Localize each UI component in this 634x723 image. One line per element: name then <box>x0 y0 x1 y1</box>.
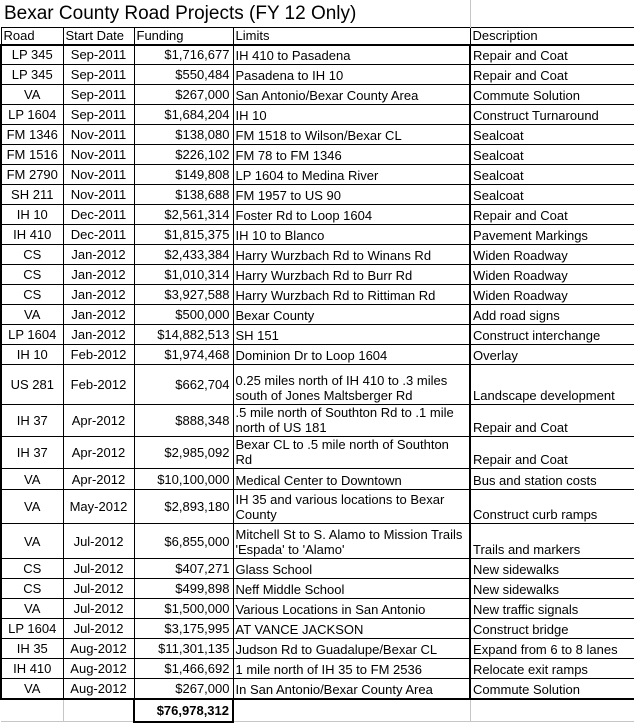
cell-description[interactable]: Repair and Coat <box>470 205 634 225</box>
cell-funding[interactable]: $1,716,677 <box>134 45 233 65</box>
cell-limits[interactable]: FM 78 to FM 1346 <box>233 145 470 165</box>
cell-funding[interactable]: $6,855,000 <box>134 524 233 559</box>
cell-date[interactable]: Aug-2012 <box>63 679 134 699</box>
table-row <box>1 305 634 325</box>
cell-road[interactable]: SH 211 <box>1 185 63 205</box>
cell-funding[interactable]: $2,561,314 <box>134 205 233 225</box>
cell-description[interactable]: Sealcoat <box>470 185 634 205</box>
table-row <box>1 490 634 524</box>
cell-limits[interactable]: Judson Rd to Guadalupe/Bexar CL <box>233 639 470 659</box>
table-row <box>1 45 634 65</box>
cell-date[interactable]: Feb-2012 <box>63 365 134 405</box>
cell-description[interactable]: Repair and Coat <box>470 405 634 437</box>
cell-date[interactable]: Sep-2011 <box>63 65 134 85</box>
title-section <box>1 0 634 45</box>
cell-date[interactable]: Jul-2012 <box>63 619 134 639</box>
cell-limits[interactable]: Medical Center to Downtown <box>233 469 470 490</box>
cell-funding[interactable]: $2,893,180 <box>134 490 233 524</box>
cell-funding[interactable]: $3,927,588 <box>134 285 233 305</box>
cell-description[interactable]: Construct curb ramps <box>470 490 634 524</box>
cell-limits[interactable]: IH 10 <box>233 105 470 125</box>
cell-description[interactable]: Landscape development <box>470 365 634 405</box>
cell-road[interactable]: IH 10 <box>1 345 63 365</box>
cell-description[interactable]: Repair and Coat <box>470 437 634 469</box>
cell-funding[interactable]: $1,466,692 <box>134 659 233 679</box>
table-row <box>1 659 634 679</box>
column-header-road[interactable]: Road <box>1 27 63 45</box>
table-row <box>1 599 634 619</box>
cell-limits[interactable]: FM 1957 to US 90 <box>233 185 470 205</box>
cell-date[interactable]: Nov-2011 <box>63 185 134 205</box>
cell-limits[interactable]: 0.25 miles north of IH 410 to .3 miles south of Jones Maltsberger Rd <box>233 365 470 405</box>
table-row <box>1 165 634 185</box>
cell-funding[interactable]: $1,684,204 <box>134 105 233 125</box>
cell-funding[interactable]: $1,974,468 <box>134 345 233 365</box>
table-row <box>1 579 634 599</box>
cell-date[interactable]: Aug-2012 <box>63 659 134 679</box>
cell-funding[interactable]: $3,175,995 <box>134 619 233 639</box>
cell-date[interactable]: Dec-2011 <box>63 205 134 225</box>
cell-limits[interactable]: LP 1604 to Medina River <box>233 165 470 185</box>
cell-limits[interactable]: Harry Wurzbach Rd to Rittiman Rd <box>233 285 470 305</box>
cell-funding[interactable]: $138,080 <box>134 125 233 145</box>
table-row <box>1 325 634 345</box>
table-row <box>1 65 634 85</box>
cell-description[interactable]: Relocate exit ramps <box>470 659 634 679</box>
cell-road[interactable]: IH 10 <box>1 205 63 225</box>
table-row <box>1 145 634 165</box>
column-header-description[interactable]: Description <box>470 27 634 45</box>
cell-funding[interactable]: $2,985,092 <box>134 437 233 469</box>
cell-date[interactable]: Jan-2012 <box>63 285 134 305</box>
cell-funding[interactable]: $226,102 <box>134 145 233 165</box>
page-title[interactable]: Bexar County Road Projects (FY 12 Only) <box>1 0 470 27</box>
cell-funding[interactable]: $2,433,384 <box>134 245 233 265</box>
table-row <box>1 245 634 265</box>
cell-road[interactable]: FM 2790 <box>1 165 63 185</box>
total-funding-cell[interactable]: $76,978,312 <box>134 699 233 722</box>
cell-limits[interactable]: Pasadena to IH 10 <box>233 65 470 85</box>
cell-date[interactable]: Sep-2011 <box>63 105 134 125</box>
cell-description[interactable]: Commute Solution <box>470 679 634 699</box>
cell-date[interactable]: Nov-2011 <box>63 145 134 165</box>
cell-date[interactable]: Aug-2012 <box>63 639 134 659</box>
table-row <box>1 469 634 490</box>
cell-description[interactable]: Commute Solution <box>470 85 634 105</box>
cell-road[interactable]: LP 1604 <box>1 105 63 125</box>
cell-funding[interactable]: $149,808 <box>134 165 233 185</box>
cell-road[interactable]: CS <box>1 245 63 265</box>
cell-funding[interactable]: $267,000 <box>134 85 233 105</box>
cell-date[interactable]: Jan-2012 <box>63 265 134 285</box>
cell-date[interactable]: Dec-2011 <box>63 225 134 245</box>
empty-cell[interactable] <box>63 699 134 722</box>
title-row <box>1 0 634 27</box>
cell-date[interactable]: Apr-2012 <box>63 437 134 469</box>
cell-road[interactable]: VA <box>1 85 63 105</box>
cell-road[interactable]: CS <box>1 559 63 579</box>
cell-road[interactable]: VA <box>1 490 63 524</box>
cell-description[interactable]: New traffic signals <box>470 599 634 619</box>
cell-limits[interactable]: Mitchell St to S. Alamo to Mission Trails 'Espada' to 'Alamo' <box>233 524 470 559</box>
cell-funding[interactable]: $10,100,000 <box>134 469 233 490</box>
cell-description[interactable]: Trails and markers <box>470 524 634 559</box>
cell-funding[interactable]: $1,010,314 <box>134 265 233 285</box>
cell-description[interactable]: Sealcoat <box>470 165 634 185</box>
column-header-funding[interactable]: Funding <box>134 27 233 45</box>
table-row <box>1 437 634 469</box>
cell-road[interactable]: IH 410 <box>1 659 63 679</box>
cell-date[interactable]: Sep-2011 <box>63 45 134 65</box>
cell-road[interactable]: IH 410 <box>1 225 63 245</box>
column-header-row <box>1 27 634 45</box>
cell-road[interactable]: US 281 <box>1 365 63 405</box>
table-row <box>1 265 634 285</box>
cell-description[interactable]: Repair and Coat <box>470 45 634 65</box>
table-row <box>1 125 634 145</box>
total-section <box>1 699 634 722</box>
cell-road[interactable]: FM 1516 <box>1 145 63 165</box>
column-header-date[interactable]: Start Date <box>63 27 134 45</box>
cell-road[interactable]: VA <box>1 305 63 325</box>
table-row <box>1 345 634 365</box>
cell-road[interactable]: IH 35 <box>1 639 63 659</box>
cell-description[interactable]: Widen Roadway <box>470 285 634 305</box>
table-row <box>1 285 634 305</box>
cell-date[interactable]: Nov-2011 <box>63 125 134 145</box>
cell-date[interactable]: Jan-2012 <box>63 245 134 265</box>
cell-road[interactable]: CS <box>1 265 63 285</box>
cell-road[interactable]: VA <box>1 469 63 490</box>
cell-limits[interactable]: Neff Middle School <box>233 579 470 599</box>
table-row <box>1 524 634 559</box>
cell-limits[interactable]: Bexar County <box>233 305 470 325</box>
cell-description[interactable]: Construct interchange <box>470 325 634 345</box>
cell-date[interactable]: Jan-2012 <box>63 325 134 345</box>
cell-funding[interactable]: $138,688 <box>134 185 233 205</box>
cell-road[interactable]: LP 1604 <box>1 619 63 639</box>
table-row <box>1 205 634 225</box>
cell-date[interactable]: Jul-2012 <box>63 599 134 619</box>
cell-funding[interactable]: $888,348 <box>134 405 233 437</box>
cell-limits[interactable]: SH 151 <box>233 325 470 345</box>
table-row <box>1 639 634 659</box>
cell-description[interactable]: Widen Roadway <box>470 245 634 265</box>
cell-limits[interactable]: IH 35 and various locations to Bexar County <box>233 490 470 524</box>
cell-road[interactable]: FM 1346 <box>1 125 63 145</box>
cell-funding[interactable]: $14,882,513 <box>134 325 233 345</box>
table-row <box>1 105 634 125</box>
cell-description[interactable]: Widen Roadway <box>470 265 634 285</box>
cell-date[interactable]: Apr-2012 <box>63 405 134 437</box>
cell-limits[interactable]: Foster Rd to Loop 1604 <box>233 205 470 225</box>
cell-date[interactable]: Jul-2012 <box>63 579 134 599</box>
cell-funding[interactable]: $407,271 <box>134 559 233 579</box>
cell-funding[interactable]: $1,500,000 <box>134 599 233 619</box>
cell-funding[interactable]: $500,000 <box>134 305 233 325</box>
table-row <box>1 405 634 437</box>
cell-description[interactable]: Repair and Coat <box>470 65 634 85</box>
cell-description[interactable]: Bus and station costs <box>470 469 634 490</box>
cell-road[interactable]: CS <box>1 579 63 599</box>
table-row <box>1 185 634 205</box>
column-header-limits[interactable]: Limits <box>233 27 470 45</box>
cell-road[interactable]: IH 37 <box>1 437 63 469</box>
empty-cell[interactable] <box>1 699 63 722</box>
cell-limits[interactable]: Harry Wurzbach Rd to Burr Rd <box>233 265 470 285</box>
cell-limits[interactable]: AT VANCE JACKSON <box>233 619 470 639</box>
cell-limits[interactable]: IH 410 to Pasadena <box>233 45 470 65</box>
table-body <box>1 45 634 699</box>
cell-funding[interactable]: $11,301,135 <box>134 639 233 659</box>
cell-limits[interactable]: .5 mile north of Southton Rd to .1 mile north of US 181 <box>233 405 470 437</box>
cell-description[interactable]: Overlay <box>470 345 634 365</box>
cell-limits[interactable]: Bexar CL to .5 mile north of Southton Rd <box>233 437 470 469</box>
cell-limits[interactable]: Glass School <box>233 559 470 579</box>
cell-road[interactable]: LP 345 <box>1 65 63 85</box>
table-row <box>1 225 634 245</box>
table-row <box>1 85 634 105</box>
cell-road[interactable]: LP 1604 <box>1 325 63 345</box>
cell-description[interactable]: New sidewalks <box>470 559 634 579</box>
table-row <box>1 365 634 405</box>
table-row <box>1 619 634 639</box>
cell-limits[interactable]: Various Locations in San Antonio <box>233 599 470 619</box>
cell-road[interactable]: VA <box>1 524 63 559</box>
cell-road[interactable]: VA <box>1 679 63 699</box>
cell-date[interactable]: Jul-2012 <box>63 559 134 579</box>
cell-limits[interactable]: Dominion Dr to Loop 1604 <box>233 345 470 365</box>
cell-date[interactable]: Jul-2012 <box>63 524 134 559</box>
cell-description[interactable]: Sealcoat <box>470 125 634 145</box>
table-row <box>1 559 634 579</box>
empty-cell[interactable] <box>470 699 634 722</box>
cell-road[interactable]: LP 345 <box>1 45 63 65</box>
cell-date[interactable]: Nov-2011 <box>63 165 134 185</box>
cell-date[interactable]: Apr-2012 <box>63 469 134 490</box>
cell-description[interactable]: Sealcoat <box>470 145 634 165</box>
cell-funding[interactable]: $499,898 <box>134 579 233 599</box>
cell-date[interactable]: Sep-2011 <box>63 85 134 105</box>
cell-funding[interactable]: $267,000 <box>134 679 233 699</box>
cell-limits[interactable]: Harry Wurzbach Rd to Winans Rd <box>233 245 470 265</box>
cell-limits[interactable]: In San Antonio/Bexar County Area <box>233 679 470 699</box>
empty-cell[interactable] <box>470 0 634 27</box>
cell-description[interactable]: Construct bridge <box>470 619 634 639</box>
cell-description[interactable]: Construct Turnaround <box>470 105 634 125</box>
cell-description[interactable]: Pavement Markings <box>470 225 634 245</box>
cell-date[interactable]: Feb-2012 <box>63 345 134 365</box>
cell-description[interactable]: New sidewalks <box>470 579 634 599</box>
cell-limits[interactable]: San Antonio/Bexar County Area <box>233 85 470 105</box>
cell-date[interactable]: May-2012 <box>63 490 134 524</box>
cell-road[interactable]: CS <box>1 285 63 305</box>
cell-funding[interactable]: $1,815,375 <box>134 225 233 245</box>
cell-description[interactable]: Expand from 6 to 8 lanes <box>470 639 634 659</box>
cell-road[interactable]: VA <box>1 599 63 619</box>
cell-limits[interactable]: FM 1518 to Wilson/Bexar CL <box>233 125 470 145</box>
table-row <box>1 679 634 699</box>
cell-description[interactable]: Add road signs <box>470 305 634 325</box>
cell-limits[interactable]: 1 mile north of IH 35 to FM 2536 <box>233 659 470 679</box>
cell-funding[interactable]: $550,484 <box>134 65 233 85</box>
cell-road[interactable]: IH 37 <box>1 405 63 437</box>
total-row <box>1 699 634 722</box>
empty-cell[interactable] <box>233 699 470 722</box>
cell-date[interactable]: Jan-2012 <box>63 305 134 325</box>
cell-funding[interactable]: $662,704 <box>134 365 233 405</box>
cell-limits[interactable]: IH 10 to Blanco <box>233 225 470 245</box>
